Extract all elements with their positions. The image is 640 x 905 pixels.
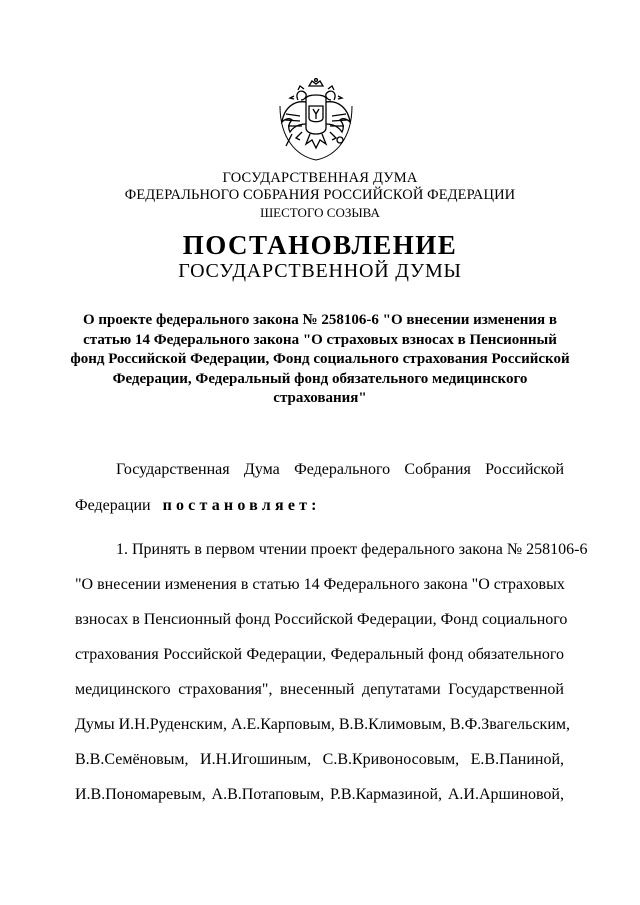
preamble-line: Государственная Дума Федерального Собрания Российской — [116, 461, 564, 478]
paragraph-line: В.В.Семёновым, И.Н.Игошиным, С.В.Кривоносовым, Е.В.Паниной, — [75, 751, 564, 768]
document-issuer: ГОСУДАРСТВЕННОЙ ДУМЫ — [178, 260, 462, 282]
paragraph-line: "О внесении изменения в статью 14 Федерального закона "О страховых — [75, 576, 565, 593]
double-headed-eagle-icon — [276, 78, 356, 162]
preamble-federation: Федерации — [75, 497, 151, 514]
paragraph-line: Думы И.Н.Руденским, А.Е.Карповым, В.В.Климовым, В.Ф.Звагельским, — [75, 716, 571, 733]
preamble-line — [75, 497, 564, 515]
paragraph-line: И.В.Пономаревым, А.В.Потаповым, Р.В.Кармазиной, А.И.Аршиновой, — [75, 786, 564, 803]
resolves-word: постановляет: — [162, 497, 321, 514]
org-name-line1: ГОСУДАРСТВЕННАЯ ДУМА — [222, 170, 418, 186]
resolution-subject: О проекте федерального закона № 258106-6 "О внесении изменения в статью 14 Федерального закона "О страховых взносах в Пенсионный фонд Российской Федерации, Фонд социального страхования Российской Федерации, Федеральный фонд обязательного медицинского страхования" — [70, 312, 570, 406]
paragraph-line: 1. Принять в первом чтении проект федерального закона № 258106-6 — [116, 541, 588, 558]
convocation: ШЕСТОГО СОЗЫВА — [260, 205, 380, 220]
org-name-line2: ФЕДЕРАЛЬНОГО СОБРАНИЯ РОССИЙСКОЙ ФЕДЕРАЦИИ — [124, 187, 516, 203]
paragraph-line: взносах в Пенсионный фонд Российской Федерации, Фонд социального — [75, 611, 568, 628]
paragraph-line: медицинского страхования", внесенный депутатами Государственной — [75, 681, 564, 698]
document-type-title: ПОСТАНОВЛЕНИЕ — [182, 230, 458, 260]
paragraph-line: страхования Российской Федерации, Федеральный фонд обязательного — [75, 646, 564, 663]
